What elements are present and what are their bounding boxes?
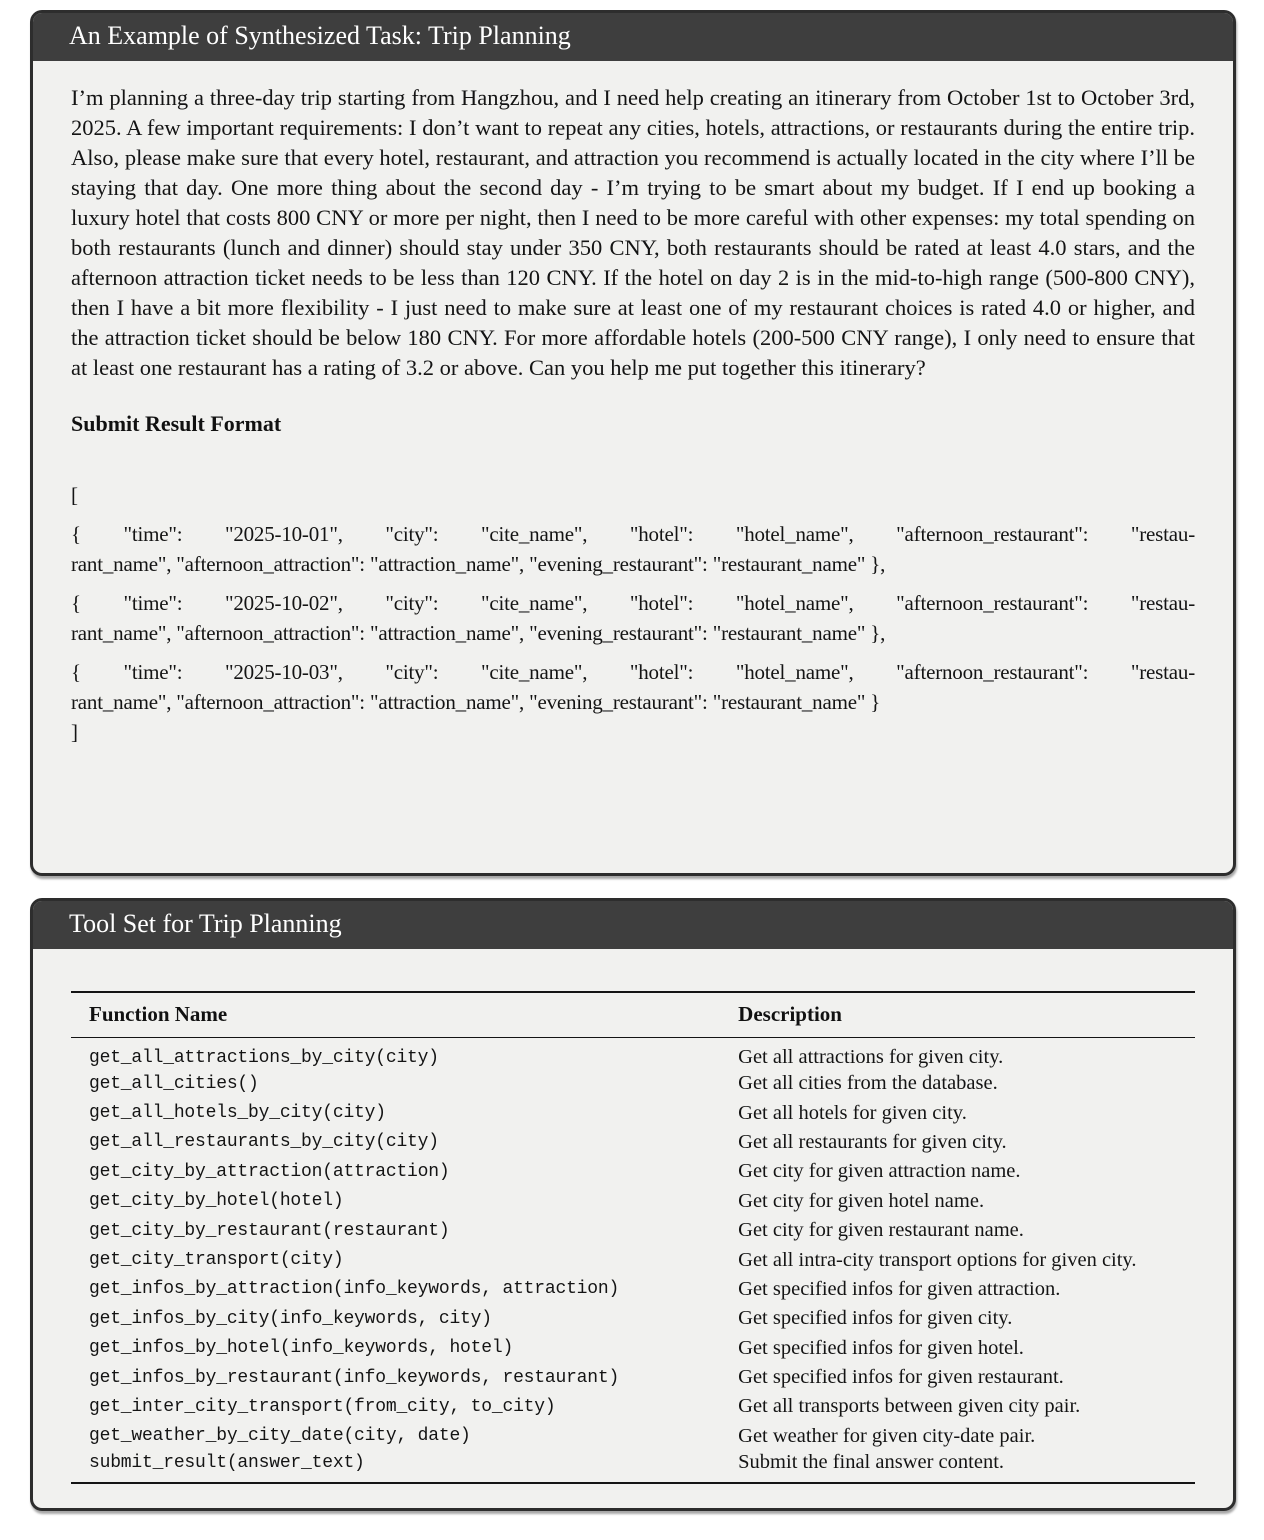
table-row	[71, 1392, 1195, 1421]
table-row	[71, 1216, 1195, 1245]
function-name-cell: get_infos_by_attraction(info_keywords, attraction)	[89, 1279, 620, 1300]
function-name-cell: get_inter_city_transport(from_city, to_city)	[89, 1396, 556, 1417]
tools-panel-title: Tool Set for Trip Planning	[69, 909, 342, 938]
description-cell: Get all cities from the database.	[738, 1072, 998, 1095]
format-line-close-bracket: ]	[71, 720, 78, 744]
format-line-open-bracket: [	[71, 483, 78, 507]
format-line-day1-b: rant_name", "afternoon_attraction": "attraction_name", "evening_restaurant": "restaurant_name" },	[71, 552, 886, 576]
table-header-row	[71, 992, 1195, 1038]
description-cell: Get all hotels for given city.	[738, 1101, 967, 1124]
table-row	[71, 1304, 1195, 1333]
table-row	[71, 1069, 1195, 1098]
table-row	[71, 1128, 1195, 1157]
function-name-cell: get_city_by_hotel(hotel)	[89, 1191, 344, 1212]
task-example-panel	[30, 10, 1236, 876]
format-line-day2-b: rant_name", "afternoon_attraction": "attraction_name", "evening_restaurant": "restaurant_name" },	[71, 621, 886, 645]
tools-table	[71, 991, 1195, 1484]
description-cell: Get specified infos for given hotel.	[738, 1336, 1024, 1359]
function-name-cell: get_all_attractions_by_city(city)	[89, 1047, 439, 1068]
description-cell: Get city for given restaurant name.	[738, 1219, 1024, 1242]
task-panel-body	[33, 61, 1233, 771]
function-name-cell: get_infos_by_city(info_keywords, city)	[89, 1308, 492, 1329]
format-line-day3-b: rant_name", "afternoon_attraction": "attraction_name", "evening_restaurant": "restaurant_name" }	[71, 690, 881, 714]
description-cell: Get weather for given city-date pair.	[738, 1424, 1036, 1447]
description-cell: Get city for given hotel name.	[738, 1189, 985, 1212]
column-header-function-name: Function Name	[71, 992, 734, 1038]
description-cell: Get all transports between given city pair.	[738, 1395, 1081, 1418]
format-line-day3-a: { "time": "2025-10-03", "city": "cite_name", "hotel": "hotel_name", "afternoon_restaurant": "restau-	[71, 660, 1195, 684]
description-cell: Get city for given attraction name.	[738, 1160, 1021, 1183]
function-name-cell: get_infos_by_hotel(info_keywords, hotel)	[89, 1338, 514, 1359]
task-panel-title: An Example of Synthesized Task: Trip Planning	[69, 21, 571, 50]
table-row	[71, 1245, 1195, 1274]
submit-format-block	[71, 480, 1195, 747]
tool-set-panel	[30, 898, 1236, 1511]
format-line-day2-a: { "time": "2025-10-02", "city": "cite_name", "hotel": "hotel_name", "afternoon_restaurant": "restau-	[71, 591, 1195, 615]
table-row	[71, 1451, 1195, 1483]
table-row	[71, 1187, 1195, 1216]
description-cell: Get all restaurants for given city.	[738, 1130, 1007, 1153]
function-name-cell: get_city_by_attraction(attraction)	[89, 1161, 450, 1182]
description-cell: Get specified infos for given city.	[738, 1307, 1013, 1330]
format-line-day1-a: { "time": "2025-10-01", "city": "cite_name", "hotel": "hotel_name", "afternoon_restaurant": "restau-	[71, 522, 1195, 546]
table-row	[71, 1422, 1195, 1451]
table-row	[71, 1334, 1195, 1363]
task-description-text: I’m planning a three-day trip starting from Hangzhou, and I need help creating an itinerary from October 1st to October 3rd, 2025. A few important requirements: I don’t want to repeat any cities, hotels, attractions, or restaurants during the entire trip. Also, please make sure that every hotel, restaurant, and attraction you recommend is actually located in the city where I’ll be staying that day. One more thing about the second day - I’m trying to be smart about my budget. If I end up booking a luxury hotel that costs 800 CNY or more per night, then I need to be more careful with other expenses: my total spending on both restaurants (lunch and dinner) should stay under 350 CNY, both restaurants should be rated at least 4.0 stars, and the afternoon attraction ticket needs to be less than 120 CNY. If the hotel on day 2 is in the mid-to-high range (500-800 CNY), then I have a bit more flexibility - I just need to make sure at least one of my restaurant choices is rated 4.0 or higher, and the attraction ticket should be below 180 CNY. For more affordable hotels (200-500 CNY range), I only need to ensure that at least one restaurant has a rating of 3.2 or above. Can you help me put together this itinerary?	[71, 85, 1195, 380]
description-cell: Get specified infos for given attraction.	[738, 1277, 1061, 1300]
description-cell: Submit the final answer content.	[738, 1451, 1005, 1474]
description-cell: Get specified infos for given restaurant.	[738, 1366, 1064, 1389]
function-name-cell: get_weather_by_city_date(city, date)	[89, 1426, 471, 1447]
tools-panel-body	[33, 949, 1233, 1508]
column-header-description: Description	[734, 992, 1195, 1038]
function-name-cell: get_all_cities()	[89, 1073, 259, 1094]
function-name-cell: get_all_restaurants_by_city(city)	[89, 1132, 439, 1153]
function-name-cell: get_all_hotels_by_city(city)	[89, 1103, 386, 1124]
task-panel-header	[33, 13, 1233, 61]
tools-table-body	[71, 1038, 1195, 1484]
table-row	[71, 1098, 1195, 1127]
tools-panel-header	[33, 901, 1233, 949]
function-name-cell: get_city_transport(city)	[89, 1250, 344, 1271]
table-row	[71, 1275, 1195, 1304]
function-name-cell: submit_result(answer_text)	[89, 1452, 365, 1473]
function-name-cell: get_infos_by_restaurant(info_keywords, restaurant)	[89, 1367, 620, 1388]
function-name-cell: get_city_by_restaurant(restaurant)	[89, 1220, 450, 1241]
description-cell: Get all intra-city transport options for given city.	[738, 1248, 1137, 1271]
table-row	[71, 1038, 1195, 1070]
submit-result-format-heading: Submit Result Format	[71, 411, 282, 436]
table-row	[71, 1157, 1195, 1186]
table-row	[71, 1363, 1195, 1392]
description-cell: Get all attractions for given city.	[738, 1046, 1004, 1068]
